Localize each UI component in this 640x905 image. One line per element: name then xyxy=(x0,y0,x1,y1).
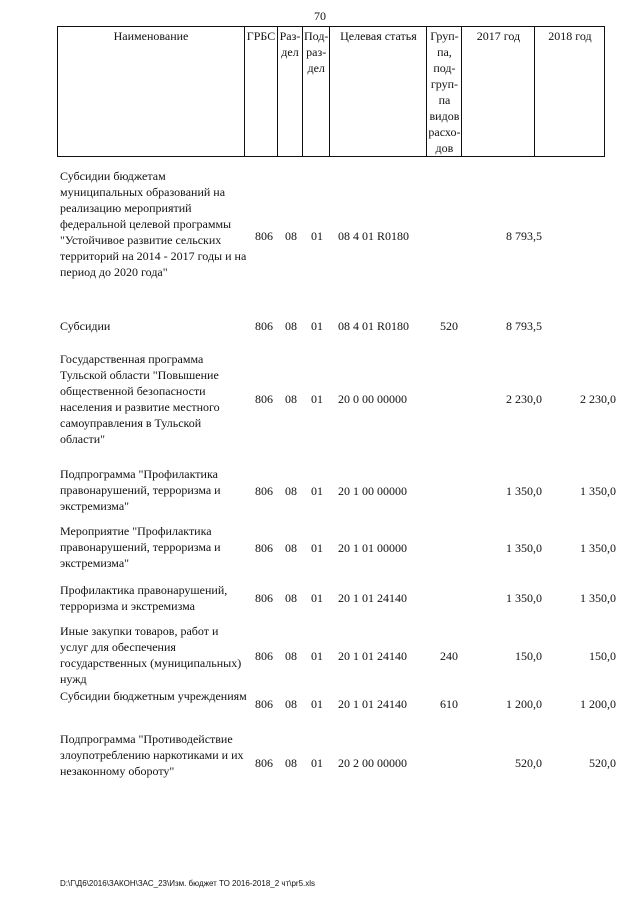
row-razdel: 08 xyxy=(285,756,297,770)
row-target: 20 1 01 24140 xyxy=(338,591,407,605)
row-podrazdel: 01 xyxy=(311,756,323,770)
row-2017: 1 350,0 xyxy=(506,591,542,605)
row-razdel: 08 xyxy=(285,541,297,555)
row-2017: 520,0 xyxy=(515,756,542,770)
row-razdel: 08 xyxy=(285,484,297,498)
row-target: 08 4 01 R0180 xyxy=(338,319,410,333)
header-group: Груп-па, под-груп-па видов расхо-дов xyxy=(427,27,462,157)
row-grbs: 806 xyxy=(255,541,273,555)
row-target: 20 0 00 00000 xyxy=(338,392,407,406)
row-2018: 2 230,0 xyxy=(580,392,616,406)
row-2017: 1 350,0 xyxy=(506,484,542,498)
row-target: 08 4 01 R0180 xyxy=(338,229,410,243)
row-2018: 150,0 xyxy=(589,649,616,663)
row-razdel: 08 xyxy=(285,591,297,605)
row-name: Субсидии xyxy=(60,319,111,333)
row-podrazdel: 01 xyxy=(311,319,323,333)
row-grbs: 806 xyxy=(255,591,273,605)
row-grbs: 806 xyxy=(255,649,273,663)
row-razdel: 08 xyxy=(285,697,297,711)
row-razdel: 08 xyxy=(285,392,297,406)
row-podrazdel: 01 xyxy=(311,697,323,711)
row-2018: 520,0 xyxy=(589,756,616,770)
table-header xyxy=(57,26,605,157)
header-name: Наименование xyxy=(58,27,245,157)
header-grbs: ГРБС xyxy=(245,27,278,157)
row-target: 20 1 01 24140 xyxy=(338,697,407,711)
row-target: 20 2 00 00000 xyxy=(338,756,407,770)
row-podrazdel: 01 xyxy=(311,649,323,663)
row-target: 20 1 01 24140 xyxy=(338,649,407,663)
row-name: Субсидии бюджетам муниципальных образований на реализацию мероприятий федеральной целевой программы "Устойчивое развитие сельских территорий на 2014 - 2017 годы и на период до 2020 года" xyxy=(60,169,247,279)
row-podrazdel: 01 xyxy=(311,392,323,406)
header-2018: 2018 год xyxy=(535,27,605,157)
row-grbs: 806 xyxy=(255,756,273,770)
row-grbs: 806 xyxy=(255,229,273,243)
row-name: Подпрограмма "Профилактика правонарушений, терроризма и экстремизма" xyxy=(60,467,221,513)
file-path-footer: D:\Г\Д6\2016\ЗАКОН\ЗАС_23\Изм. бюджет ТО 2016-2018_2 чт\pr5.xls xyxy=(60,879,316,888)
row-group: 610 xyxy=(440,697,458,711)
row-razdel: 08 xyxy=(285,229,297,243)
row-2017: 150,0 xyxy=(515,649,542,663)
row-grbs: 806 xyxy=(255,484,273,498)
row-podrazdel: 01 xyxy=(311,591,323,605)
row-podrazdel: 01 xyxy=(311,541,323,555)
row-2018: 1 350,0 xyxy=(580,541,616,555)
row-2017: 8 793,5 xyxy=(506,319,542,333)
row-grbs: 806 xyxy=(255,319,273,333)
row-grbs: 806 xyxy=(255,697,273,711)
row-2018: 1 350,0 xyxy=(580,484,616,498)
row-2018: 1 350,0 xyxy=(580,591,616,605)
row-group: 520 xyxy=(440,319,458,333)
page-number: 70 xyxy=(314,9,326,23)
row-name: Иные закупки товаров, работ и услуг для обеспечения государственных (муниципальных) нужд xyxy=(60,624,242,686)
header-razdel: Раз-дел xyxy=(278,27,303,157)
row-name: Подпрограмма "Противодействие злоупотреблению наркотиками и их незаконному обороту" xyxy=(60,732,244,778)
row-2017: 8 793,5 xyxy=(506,229,542,243)
row-podrazdel: 01 xyxy=(311,229,323,243)
row-name: Мероприятие "Профилактика правонарушений, терроризма и экстремизма" xyxy=(60,524,221,570)
row-name: Субсидии бюджетным учреждениям xyxy=(60,689,247,703)
header-podrazdel: Под-раз-дел xyxy=(303,27,330,157)
row-2017: 1 350,0 xyxy=(506,541,542,555)
row-target: 20 1 01 00000 xyxy=(338,541,407,555)
row-grbs: 806 xyxy=(255,392,273,406)
row-target: 20 1 00 00000 xyxy=(338,484,407,498)
row-group: 240 xyxy=(440,649,458,663)
row-name: Профилактика правонарушений, терроризма и экстремизма xyxy=(60,583,228,613)
row-podrazdel: 01 xyxy=(311,484,323,498)
row-razdel: 08 xyxy=(285,649,297,663)
header-target: Целевая статья xyxy=(330,27,427,157)
row-2018: 1 200,0 xyxy=(580,697,616,711)
row-name: Государственная программа Тульской области "Повышение общественной безопасности населения и развитие местного самоуправления в Тульской области" xyxy=(60,352,220,446)
header-2017: 2017 год xyxy=(462,27,535,157)
row-razdel: 08 xyxy=(285,319,297,333)
row-2017: 2 230,0 xyxy=(506,392,542,406)
row-2017: 1 200,0 xyxy=(506,697,542,711)
